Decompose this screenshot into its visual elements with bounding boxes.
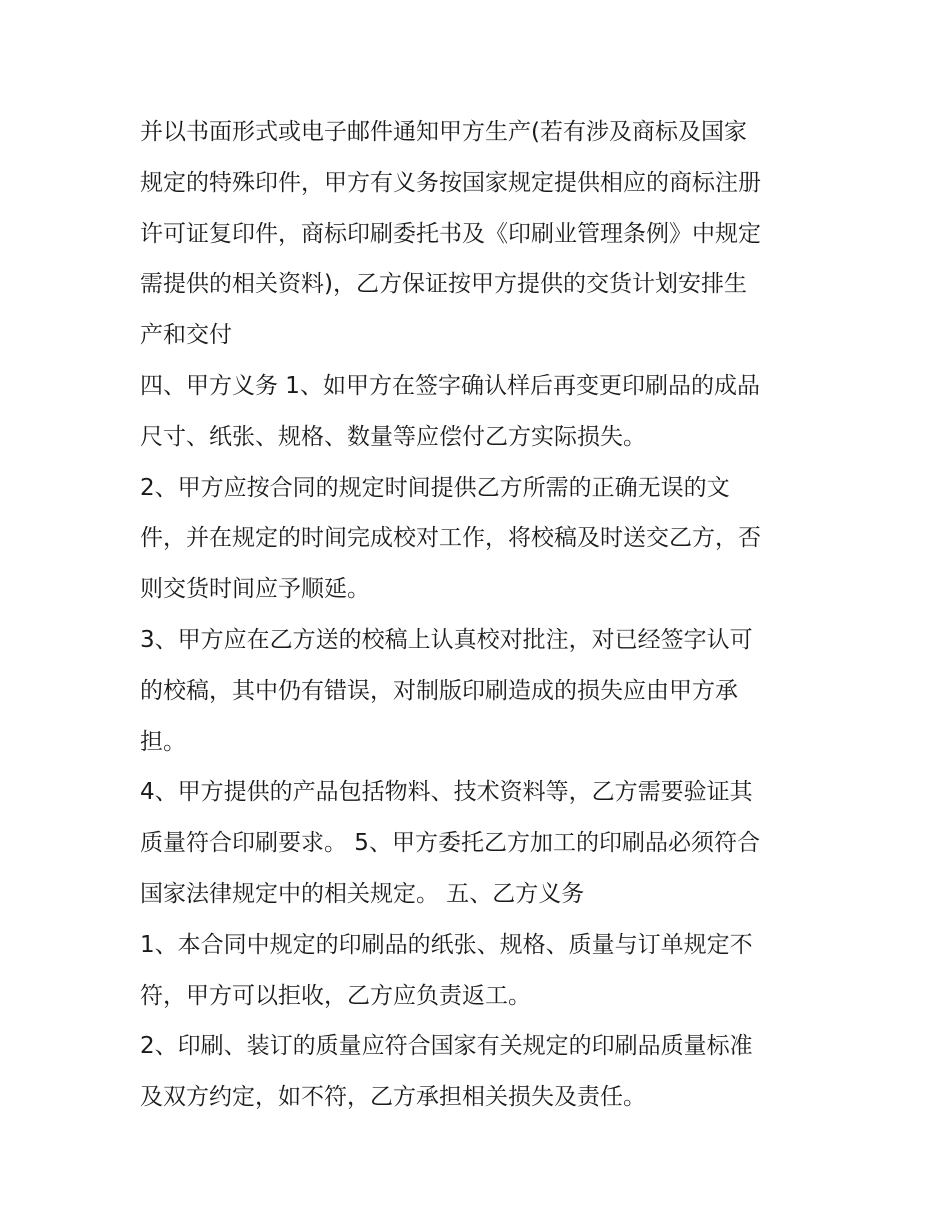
text-line: 许可证复印件，商标印刷委托书及《印刷业管理条例》中规定	[140, 220, 761, 247]
clause-line: 2、印刷、装订的质量应符合国家有关规定的印刷品质量标准	[140, 1033, 753, 1060]
text-line: 则交货时间应予顺延。	[140, 576, 370, 603]
text-line: 担。	[140, 728, 186, 755]
text-line: 的校稿，其中仍有错误，对制版印刷造成的损失应由甲方承	[140, 677, 738, 704]
text-line: 及双方约定，如不符，乙方承担相关损失及责任。	[140, 1084, 646, 1111]
text-line: 产和交付	[140, 322, 232, 349]
text-line: 件，并在规定的时间完成校对工作，将校稿及时送交乙方，否	[140, 525, 761, 552]
section-five-heading-line: 国家法律规定中的相关规定。 五、乙方义务	[140, 880, 585, 907]
section-four-heading-line: 四、甲方义务 1、如甲方在签字确认样后再变更印刷品的成品	[140, 372, 760, 399]
clause-line: 2、甲方应按合同的规定时间提供乙方所需的正确无误的文	[140, 474, 730, 501]
text-line: 尺寸、纸张、规格、数量等应偿付乙方实际损失。	[140, 423, 646, 450]
text-line: 规定的特殊印件，甲方有义务按国家规定提供相应的商标注册	[140, 169, 761, 196]
text-line: 需提供的相关资料)，乙方保证按甲方提供的交货计划安排生	[140, 271, 747, 298]
clause-line: 3、甲方应在乙方送的校稿上认真校对批注，对已经签字认可	[140, 626, 753, 653]
text-line: 符，甲方可以拒收，乙方应负责返工。	[140, 982, 531, 1009]
clause-line: 1、本合同中规定的印刷品的纸张、规格、质量与订单规定不	[140, 931, 753, 958]
text-line: 并以书面形式或电子邮件通知甲方生产(若有涉及商标及国家	[140, 119, 747, 145]
clause-line: 4、甲方提供的产品包括物料、技术资料等，乙方需要验证其	[140, 779, 753, 806]
contract-text-body	[140, 107, 820, 1123]
text-line: 质量符合印刷要求。 5、甲方委托乙方加工的印刷品必须符合	[140, 830, 760, 857]
